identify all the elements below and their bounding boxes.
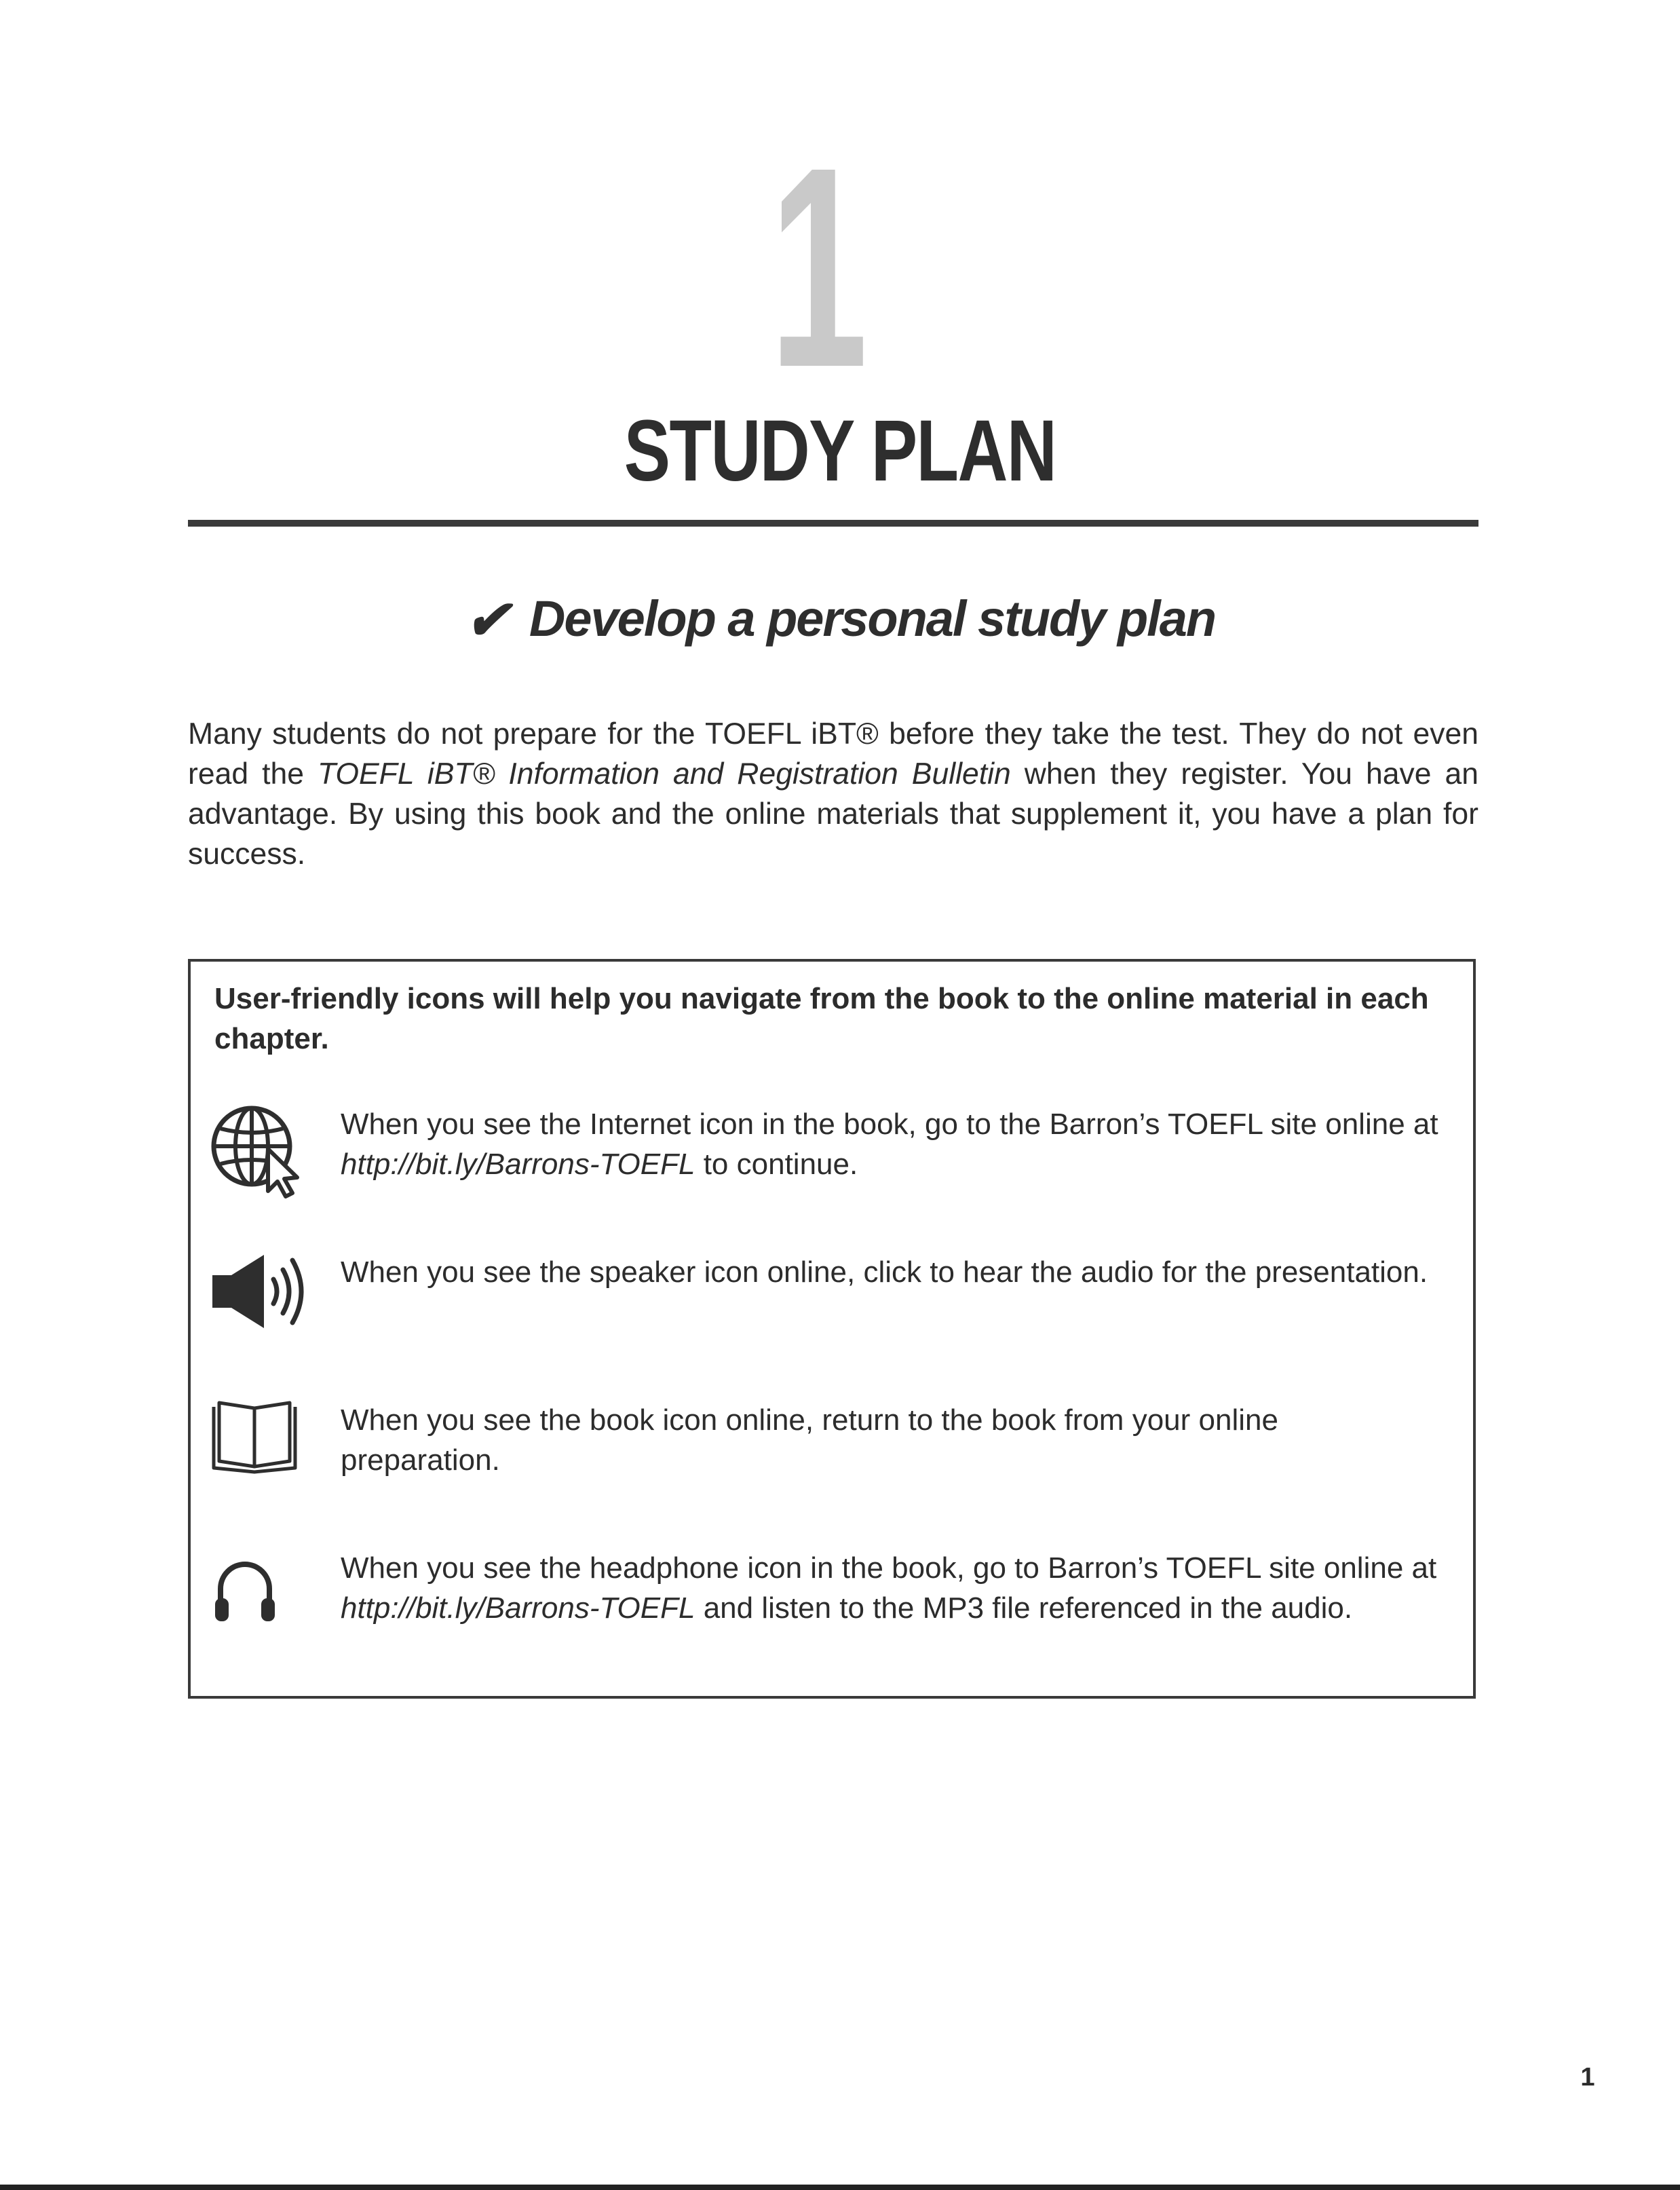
intro-text-1: Many students do not prepare for the TOEFL iBT® before they take the test. They do not even read the xyxy=(188,717,1478,791)
headphone-icon xyxy=(211,1553,286,1628)
page-number: 1 xyxy=(1580,2063,1595,2092)
book-icon xyxy=(211,1399,299,1475)
bulletin-title: TOEFL iBT® Information and Registration Bulletin xyxy=(318,757,1011,791)
box-heading: User-friendly icons will help you navigate from the book to the online material in each chapter. xyxy=(214,982,1429,1055)
speaker-icon xyxy=(211,1252,313,1334)
site-link[interactable]: http://bit.ly/Barrons-TOEFL xyxy=(341,1591,695,1625)
intro-text-2: when they register. You have an advantage. By using this book and the online materials that supplement it, you have a plan for success. xyxy=(188,757,1478,871)
site-link[interactable]: http://bit.ly/Barrons-TOEFL xyxy=(341,1148,695,1181)
chapter-number: 1 xyxy=(769,109,864,427)
section-subtitle xyxy=(0,587,1680,649)
chapter-title: STUDY PLAN xyxy=(624,402,1056,499)
icon-guide-box xyxy=(188,959,1476,1699)
page-bottom-border xyxy=(0,2185,1680,2190)
book-icon-description: When you see the book icon online, return to the book from your online preparation. xyxy=(341,1403,1278,1477)
intro-paragraph xyxy=(188,714,1478,874)
subtitle-text: Develop a personal study plan xyxy=(529,590,1216,647)
title-divider xyxy=(188,520,1478,527)
headphone-icon-description: When you see the headphone icon in the book, go to Barron’s TOEFL site online at http://bit.ly/Barrons-TOEFL and listen to the MP3 file referenced in the audio. xyxy=(341,1551,1437,1625)
internet-icon-description: When you see the Internet icon in the book, go to the Barron’s TOEFL site online at http://bit.ly/Barrons-TOEFL to continue. xyxy=(341,1108,1438,1181)
checkmark-icon: ✔ xyxy=(464,590,509,650)
speaker-icon-description: When you see the speaker icon online, click to hear the audio for the presentation. xyxy=(341,1256,1428,1289)
globe-cursor-icon xyxy=(211,1104,306,1199)
